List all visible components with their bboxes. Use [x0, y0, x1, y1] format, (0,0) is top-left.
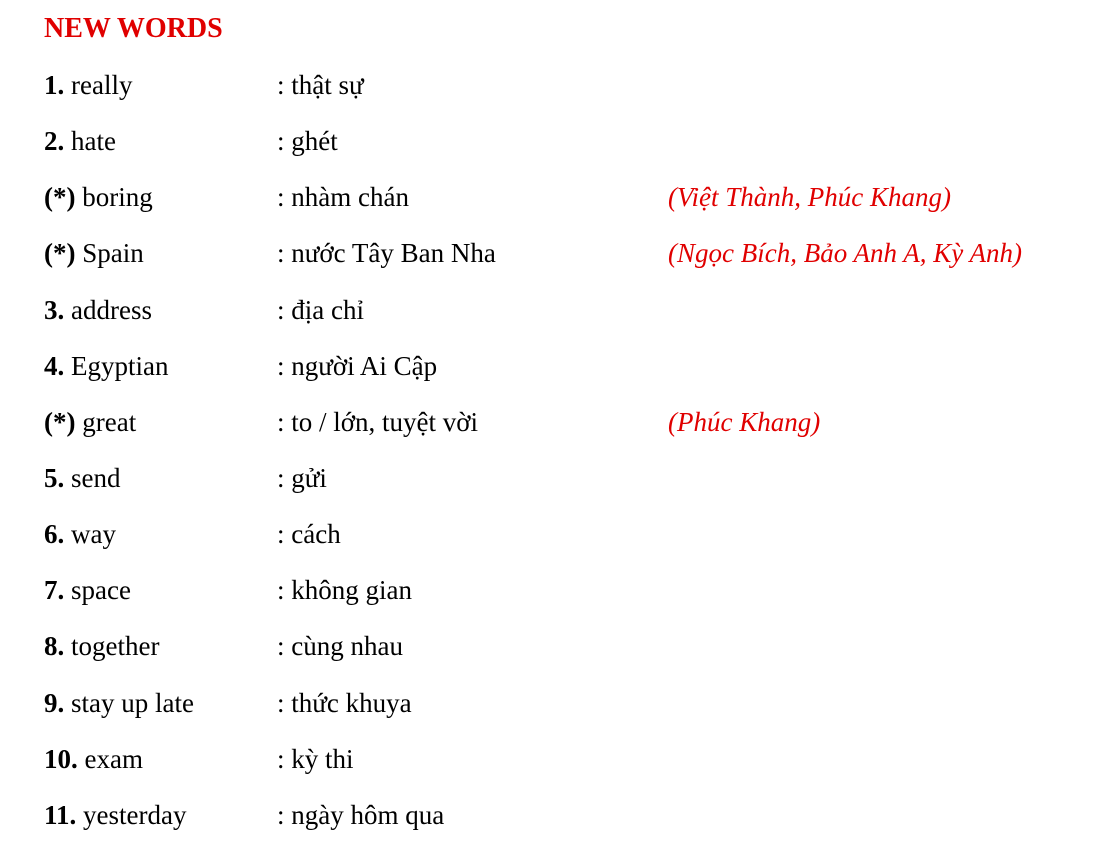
item-marker: 9.	[44, 687, 65, 718]
vocabulary-term	[44, 292, 152, 328]
item-marker: 1.	[44, 70, 65, 100]
vocabulary-term	[44, 404, 136, 440]
english-word: boring	[75, 182, 153, 213]
vocabulary-row	[0, 235, 1104, 291]
item-marker: 10.	[44, 743, 78, 774]
item-marker: 3.	[44, 294, 65, 325]
vocabulary-row	[0, 67, 1104, 123]
vietnamese-meaning: : không gian	[277, 575, 412, 606]
vietnamese-meaning: : thật sự	[277, 70, 364, 100]
english-word: space	[64, 575, 131, 606]
english-word: great	[75, 406, 137, 437]
vocabulary-row	[0, 516, 1104, 572]
item-marker: (*)	[44, 238, 76, 269]
item-marker: 4.	[44, 350, 65, 381]
english-word: stay up late	[64, 687, 194, 718]
english-word: yesterday	[76, 799, 187, 830]
item-marker: 11.	[44, 799, 77, 830]
item-marker: 5.	[44, 462, 65, 493]
item-marker: 6.	[44, 519, 65, 550]
vocabulary-term	[44, 685, 194, 721]
vocabulary-row	[0, 292, 1104, 348]
vietnamese-meaning: : nước Tây Ban Nha	[277, 238, 496, 269]
vocabulary-row	[0, 123, 1104, 179]
english-word: address	[64, 294, 152, 325]
contributor-names: (Ngọc Bích, Bảo Anh A, Kỳ Anh)	[668, 238, 1022, 269]
page-title: NEW WORDS	[44, 13, 223, 44]
item-marker: 7.	[44, 575, 65, 606]
vocabulary-term	[44, 179, 153, 215]
vocabulary-row	[0, 797, 1104, 853]
english-word: exam	[77, 743, 143, 774]
vietnamese-meaning: : nhàm chán	[277, 182, 409, 213]
vocabulary-row	[0, 460, 1104, 516]
vietnamese-meaning: : to / lớn, tuyệt vời	[277, 406, 479, 437]
contributor-names: (Việt Thành, Phúc Khang)	[668, 182, 951, 213]
vietnamese-meaning: : ngày hôm qua	[277, 799, 445, 830]
english-word: send	[64, 462, 121, 493]
vocabulary-row	[0, 741, 1104, 797]
vocabulary-row	[0, 179, 1104, 235]
vocabulary-term	[44, 235, 144, 271]
vietnamese-meaning: : gửi	[277, 462, 327, 493]
vocabulary-term	[44, 348, 168, 384]
vocabulary-row	[0, 348, 1104, 404]
vocabulary-row	[0, 685, 1104, 741]
vocabulary-list	[0, 67, 1104, 853]
contributor-names: (Phúc Khang)	[668, 406, 821, 437]
vietnamese-meaning: : cùng nhau	[277, 631, 403, 662]
vocabulary-term	[44, 797, 186, 833]
english-word: really	[64, 70, 133, 100]
vocabulary-term	[44, 741, 143, 777]
vietnamese-meaning: : cách	[277, 519, 341, 550]
vocabulary-term	[44, 123, 116, 159]
english-word: Egyptian	[64, 350, 169, 381]
vietnamese-meaning: : ghét	[277, 126, 338, 157]
english-word: hate	[64, 126, 116, 157]
vocabulary-term	[44, 460, 121, 496]
vietnamese-meaning: : kỳ thi	[277, 743, 354, 774]
vietnamese-meaning: : thức khuya	[277, 687, 412, 718]
vietnamese-meaning: : người Ai Cập	[277, 350, 438, 381]
vocabulary-term	[44, 628, 159, 664]
item-marker: (*)	[44, 182, 76, 213]
vocabulary-row	[0, 628, 1104, 684]
vocabulary-row	[0, 404, 1104, 460]
english-word: Spain	[75, 238, 144, 269]
vocabulary-term	[44, 572, 131, 608]
vocabulary-term	[44, 516, 116, 552]
english-word: together	[64, 631, 160, 662]
item-marker: 2.	[44, 126, 65, 157]
vocabulary-term	[44, 67, 132, 103]
vietnamese-meaning: : địa chỉ	[277, 294, 364, 325]
item-marker: 8.	[44, 631, 65, 662]
vocabulary-row	[0, 572, 1104, 628]
item-marker: (*)	[44, 406, 76, 437]
english-word: way	[64, 519, 116, 550]
